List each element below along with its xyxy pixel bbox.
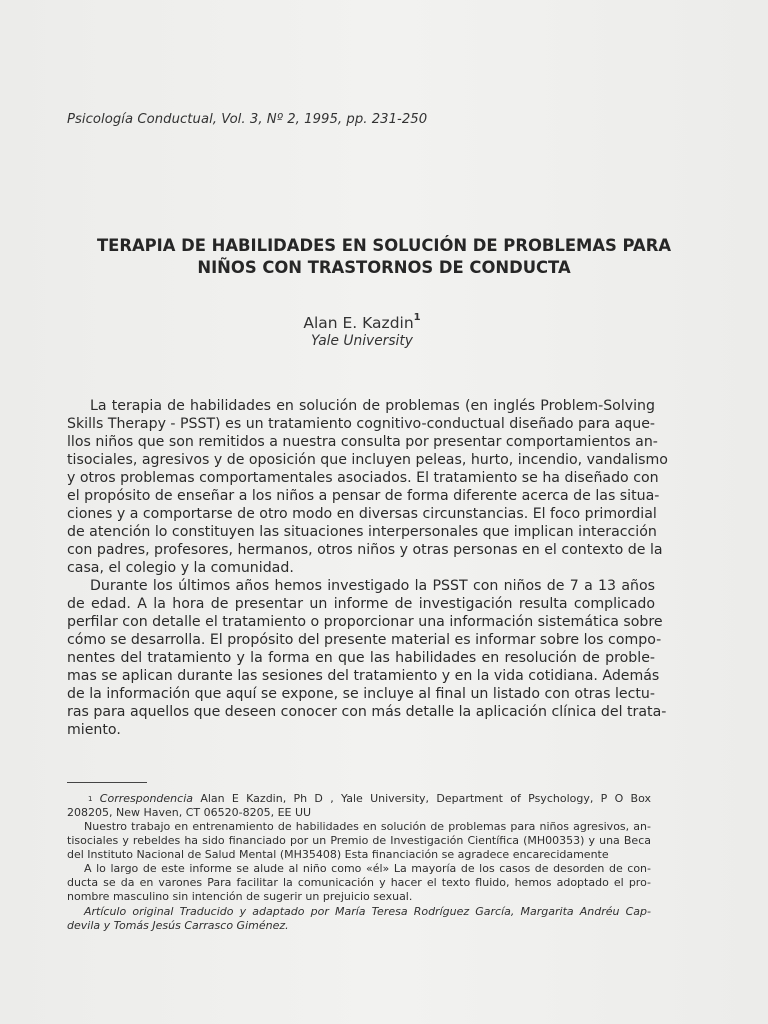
footnote-mark: 1 <box>88 795 93 803</box>
journal-citation: Psicología Conductual, Vol. 3, Nº 2, 1995, pp. 231-250 <box>67 112 428 127</box>
footnote-line: A lo largo de este informe se alude al niño como «él» La mayoría de los casos de desorden de con- <box>84 862 651 875</box>
body-line: el propósito de enseñar a los niños a pensar de forma diferente acerca de las situa- <box>67 488 660 504</box>
footnote-correspondence-text: Alan E Kazdin, Ph D , Yale University, Department of Psychology, P O Box <box>200 792 651 805</box>
footnote-correspondence-label: Correspondencia <box>99 792 193 805</box>
body-line: de la información que aquí se expone, se incluye al final un listado con otras lectu- <box>67 686 655 702</box>
body-line: mas se aplican durante las sesiones del tratamiento y en la vida cotidiana. Además <box>67 668 660 684</box>
footnote-divider <box>67 782 147 783</box>
paper-title-line-1: TERAPIA DE HABILIDADES EN SOLUCIÓN DE PROBLEMAS PARA <box>96 236 672 255</box>
body-line: y otros problemas comportamentales asociados. El tratamiento se ha diseñado con <box>67 470 659 486</box>
body-line: de atención lo constituyen las situaciones interpersonales que implican interacción <box>67 524 657 540</box>
footnote-line: 208205, New Haven, CT 06520-8205, EE UU <box>67 806 312 819</box>
footnote-line: tisociales y rebeldes ha sido financiado por un Premio de Investigación Científica (MH00353) y una Beca <box>67 834 651 847</box>
paper-title <box>50 235 718 279</box>
body-line: ras para aquellos que deseen conocer con más detalle la aplicación clínica del trata- <box>67 704 667 720</box>
body-line: cómo se desarrolla. El propósito del presente material es informar sobre los compo- <box>67 632 662 648</box>
author-footnote-mark: 1 <box>413 312 421 323</box>
author-name <box>0 314 724 332</box>
body-line: de edad. A la hora de presentar un informe de investigación resulta complicado <box>67 596 655 612</box>
body-line: Durante los últimos años hemos investigado la PSST con niños de 7 a 13 años <box>90 578 655 594</box>
body-line: tisociales, agresivos y de oposición que incluyen peleas, hurto, incendio, vandalismo <box>67 452 668 468</box>
author-affiliation: Yale University <box>311 333 413 349</box>
body-line: casa, el colegio y la comunidad. <box>67 560 294 576</box>
body-line: nentes del tratamiento y la forma en que las habilidades en resolución de proble- <box>67 650 655 666</box>
body-line: perfilar con detalle el tratamiento o proporcionar una información sistemática sobre <box>67 614 663 630</box>
author-name-text: Alan E. Kazdin <box>303 314 414 332</box>
body-line: La terapia de habilidades en solución de problemas (en inglés Problem-Solving <box>90 398 655 414</box>
body-line: llos niños que son remitidos a nuestra consulta por presentar comportamientos an- <box>67 434 658 450</box>
body-line: miento. <box>67 722 121 738</box>
footnote-line: Artículo original Traducido y adaptado por María Teresa Rodríguez García, Margarita Andréu Cap- <box>84 905 651 918</box>
footnote-line: del Instituto Nacional de Salud Mental (MH35408) Esta financiación se agradece encarecidamente <box>67 848 609 861</box>
paper-title-line-2: NIÑOS CON TRASTORNOS DE CONDUCTA <box>197 258 571 277</box>
body-line: ciones y a comportarse de otro modo en diversas circunstancias. El foco primordial <box>67 506 657 522</box>
body-line: Skills Therapy - PSST) es un tratamiento cognitivo-conductual diseñado para aque- <box>67 416 656 432</box>
footnote-line: devila y Tomás Jesús Carrasco Giménez. <box>67 919 289 932</box>
footnote-line: nombre masculino sin intención de sugerir un prejuicio sexual. <box>67 890 413 903</box>
footnote-line: Nuestro trabajo en entrenamiento de habilidades en solución de problemas para niños agresivos, an- <box>84 820 651 833</box>
footnote-line: ducta se da en varones Para facilitar la comunicación y hacer el texto fluido, hemos adoptado el pro- <box>67 876 651 889</box>
body-line: con padres, profesores, hermanos, otros niños y otras personas en el contexto de la <box>67 542 663 558</box>
footnote-correspondence <box>88 792 651 806</box>
